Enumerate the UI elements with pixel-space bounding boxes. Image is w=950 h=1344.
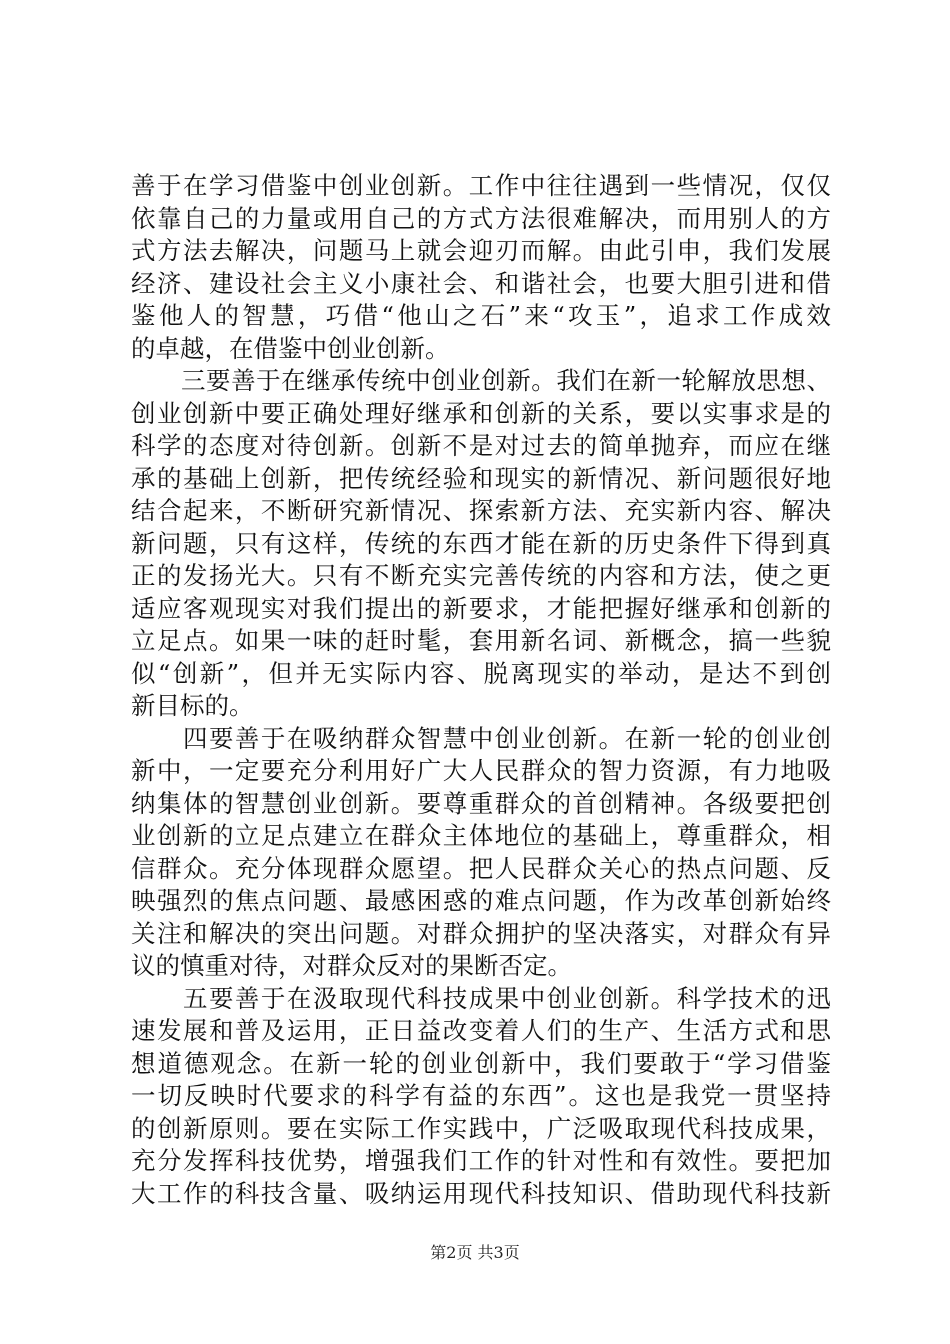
text-line: 关注和解决的突出问题。对群众拥护的坚决落实，对群众有异: [131, 918, 831, 948]
text-line: 鉴他人的智慧，巧借“他山之石”来“攻玉”，追求工作成效: [131, 301, 831, 330]
text-line: 创业创新中要正确处理好继承和创新的关系，要以实事求是的: [131, 398, 831, 428]
text-line: 善于在学习借鉴中创业创新。工作中往往遇到一些情况，仅仅: [131, 171, 831, 200]
text-line: 新问题，只有这样，传统的东西才能在新的历史条件下得到真: [131, 528, 831, 558]
text-line: 适应客观现实对我们提出的新要求，才能把握好继承和创新的: [131, 593, 831, 623]
text-line: 三要善于在继承传统中创业创新。我们在新一轮解放思想、: [131, 366, 831, 395]
text-line: 速发展和普及运用，正日益改变着人们的生产、生活方式和思: [131, 1016, 831, 1045]
text-line: 的卓越，在借鉴中创业创新。: [131, 333, 450, 363]
text-line: 映强烈的焦点问题、最感困惑的难点问题，作为改革创新始终: [131, 886, 831, 915]
text-line: 依靠自己的力量或用自己的方式方法很难解决，而用别人的方: [131, 203, 831, 233]
text-line: 似“创新”，但并无实际内容、脱离现实的举动，是达不到创: [131, 658, 831, 688]
text-line: 四要善于在吸纳群众智慧中创业创新。在新一轮的创业创: [131, 723, 831, 753]
text-line: 充分发挥科技优势，增强我们工作的针对性和有效性。要把加: [131, 1146, 831, 1175]
text-line: 新中，一定要充分利用好广大人民群众的智力资源，有力地吸: [131, 756, 831, 785]
text-line: 立足点。如果一味的赶时髦，套用新名词、新概念，搞一些貌: [131, 626, 831, 655]
text-line: 结合起来，不断研究新情况、探索新方法、充实新内容、解决: [131, 496, 831, 525]
text-line: 大工作的科技含量、吸纳运用现代科技知识、借助现代科技新: [131, 1178, 831, 1208]
text-line: 信群众。充分体现群众愿望。把人民群众关心的热点问题、反: [131, 853, 831, 883]
text-line: 正的发扬光大。只有不断充实完善传统的内容和方法，使之更: [131, 561, 831, 590]
text-line: 新目标的。: [131, 691, 254, 720]
text-line: 五要善于在汲取现代科技成果中创业创新。科学技术的迅: [131, 983, 831, 1013]
page-footer: 第2页 共3页: [430, 1243, 520, 1262]
text-line: 式方法去解决，问题马上就会迎刃而解。由此引申，我们发展: [131, 236, 831, 265]
text-line: 纳集体的智慧创业创新。要尊重群众的首创精神。各级要把创: [131, 788, 831, 818]
text-line: 的创新原则。要在实际工作实践中，广泛吸取现代科技成果，: [131, 1113, 831, 1143]
text-line: 科学的态度对待创新。创新不是对过去的简单抛弃，而应在继: [131, 431, 831, 460]
body-text: [131, 170, 831, 1210]
text-line: 一切反映时代要求的科学有益的东西”。这也是我党一贯坚持: [131, 1081, 831, 1110]
text-line: 业创新的立足点建立在群众主体地位的基础上，尊重群众，相: [131, 821, 831, 850]
text-line: 经济、建设社会主义小康社会、和谐社会，也要大胆引进和借: [131, 268, 831, 298]
text-line: 想道德观念。在新一轮的创业创新中，我们要敢于“学习借鉴: [131, 1048, 831, 1078]
text-line: 议的慎重对待，对群众反对的果断否定。: [131, 951, 572, 980]
text-line: 承的基础上创新，把传统经验和现实的新情况、新问题很好地: [131, 463, 831, 493]
